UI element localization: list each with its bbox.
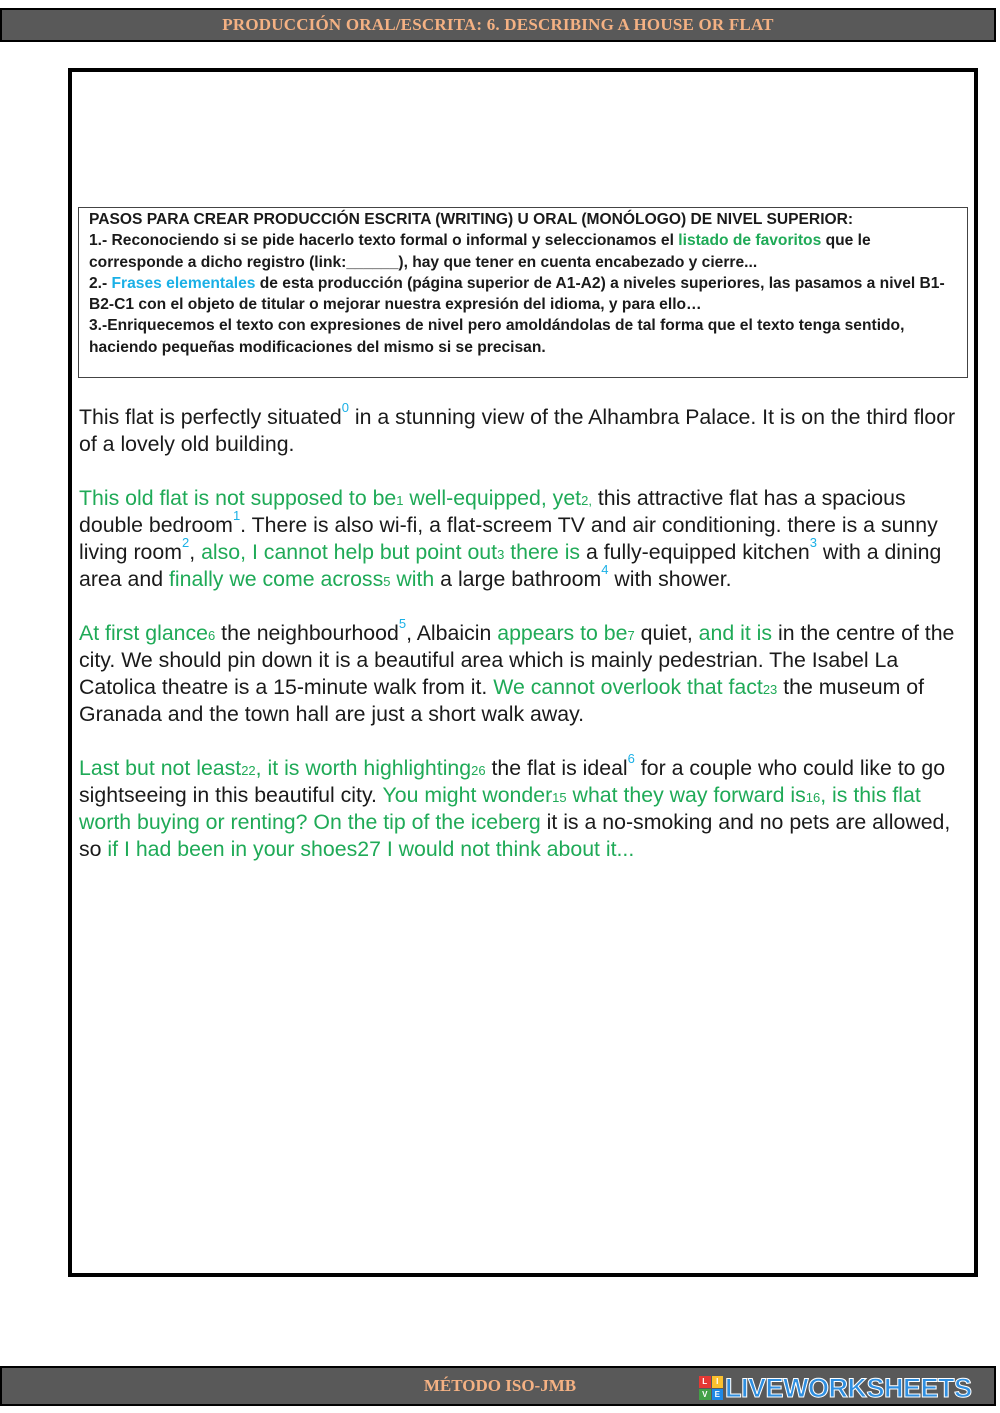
connector-number: 3: [497, 547, 505, 562]
step-1-text: 1.- Reconociendo si se pide hacerlo texto formal o informal y seleccionamos el: [89, 232, 679, 250]
connector-number: 22: [241, 763, 256, 778]
connector-phrase: You might wonder: [382, 783, 553, 807]
text: in a stunning view of the Alhambra Palace. It is on the third floor of a lovely old building.: [79, 405, 956, 456]
logo-letter: L: [699, 1376, 711, 1388]
connector-number: 1: [396, 493, 404, 508]
logo-letter: I: [712, 1376, 724, 1388]
logo-grid-icon: [699, 1376, 723, 1400]
footer-bar: [0, 1366, 996, 1406]
ref-number: 6: [627, 751, 635, 766]
connector-phrase: , it is worth highlighting: [255, 756, 472, 780]
connector-phrase: Last but not least: [79, 756, 242, 780]
connector-phrase: also, I cannot help but point out: [201, 540, 498, 564]
essay-paragraph-3: [79, 616, 971, 728]
ref-number: 2: [181, 535, 190, 550]
step-2: [89, 273, 957, 316]
step-3: 3.-Enriquecemos el texto con expresiones de nivel pero amoldándolas de tal forma que el texto tenga sentido, haciendo pequeñas modificaciones del mismo si se precisan.: [89, 317, 905, 356]
connector-phrase: We cannot overlook that fact: [493, 675, 763, 699]
connector-number: 15: [552, 790, 567, 805]
ref-number: 3: [809, 535, 817, 550]
connector-phrase: appears to be: [497, 621, 628, 645]
ref-number: 1: [232, 508, 241, 523]
connector-number: 23: [762, 682, 778, 697]
ref-number: 0: [341, 400, 350, 415]
steps-heading: PASOS PARA CREAR PRODUCCIÓN ESCRITA (WRITING) U ORAL (MONÓLOGO) DE NIVEL SUPERIOR:: [89, 211, 854, 228]
step-2-text: de esta producción (página superior de A1-A2) a niveles superiores, las pasamos a nivel B1-B2-C1 con el objeto de titular o mejorar nuestra expresión del idioma, y para ello…: [89, 274, 945, 314]
step-2-number: 2.-: [89, 274, 112, 292]
connector-phrase: and it is: [698, 621, 773, 645]
connector-phrase: with: [390, 567, 435, 591]
step-1: [89, 230, 957, 273]
liveworksheets-logo[interactable]: [699, 1374, 972, 1402]
connector-phrase: finally we come across: [169, 567, 384, 591]
essay-text: [79, 400, 971, 890]
connector-number: 5: [383, 574, 391, 589]
ref-number: 5: [398, 616, 407, 631]
text: it is a no-smoking and no pets are allowed, so: [79, 810, 951, 861]
text: a large bathroom: [434, 567, 602, 591]
text: a fully-equipped kitchen: [580, 540, 810, 564]
connector-number: 6: [208, 628, 216, 643]
text: this attractive flat has a spacious double bedroom: [79, 486, 906, 537]
text: quiet,: [634, 621, 699, 645]
logo-letter: E: [712, 1389, 724, 1401]
favorites-list-link[interactable]: listado de favoritos: [678, 232, 822, 250]
connector-phrase: if I had been in your shoes27 I would not think about it...: [107, 837, 635, 861]
text: with a dining area and: [79, 540, 942, 591]
text: for a couple who could like to go sightseeing in this beautiful city.: [79, 756, 946, 807]
connector-phrase: This old flat is not supposed to be: [79, 486, 397, 510]
essay-paragraph-2: [79, 485, 971, 593]
elementary-phrases-link[interactable]: Frases elementales: [111, 274, 256, 292]
connector-phrase: there is: [504, 540, 581, 564]
text: , Albaicin: [406, 621, 498, 645]
footer-title: MÉTODO ISO-JMB: [423, 1376, 577, 1395]
connector-number: 26: [471, 763, 486, 778]
text: with shower.: [608, 567, 732, 591]
text: the flat is ideal: [485, 756, 628, 780]
page-title: PRODUCCIÓN ORAL/ESCRITA: 6. DESCRIBING A HOUSE OR FLAT: [222, 15, 774, 34]
logo-text: LIVEWORKSHEETS: [725, 1372, 972, 1403]
connector-phrase: At first glance: [79, 621, 209, 645]
text: the museum of Granada and the town hall are just a short walk away.: [79, 675, 925, 726]
text: in the centre of the city. We should pin down it is a beautiful area which is mainly pedestrian. The Isabel La Catolica theatre is a 15-minute walk from it.: [79, 621, 955, 699]
connector-phrase: what they way forward is: [566, 783, 806, 807]
text: . There is also wi-fi, a flat-screem TV and air conditioning. there is a sunny living room: [79, 513, 938, 564]
steps-box: [78, 207, 968, 378]
connector-phrase: , is this flat worth buying or renting? On the tip of the iceberg: [79, 783, 921, 834]
connector-number: 7: [627, 628, 635, 643]
step-1-text-end: que le corresponde a dicho registro (link:______), hay que tener en cuenta encabezado y cierre...: [89, 232, 871, 271]
connector-phrase: well-equipped, yet: [403, 486, 582, 510]
connector-number: 16: [805, 790, 821, 805]
text: This flat is perfectly situated: [79, 405, 342, 429]
essay-paragraph-4: [79, 751, 971, 863]
ref-number: 4: [601, 562, 609, 577]
essay-paragraph-1: [79, 400, 971, 458]
text: the neighbourhood: [215, 621, 399, 645]
text: ,: [189, 540, 202, 564]
header-bar: [0, 8, 996, 42]
logo-letter: V: [699, 1389, 711, 1401]
connector-number: 2,: [581, 493, 592, 508]
